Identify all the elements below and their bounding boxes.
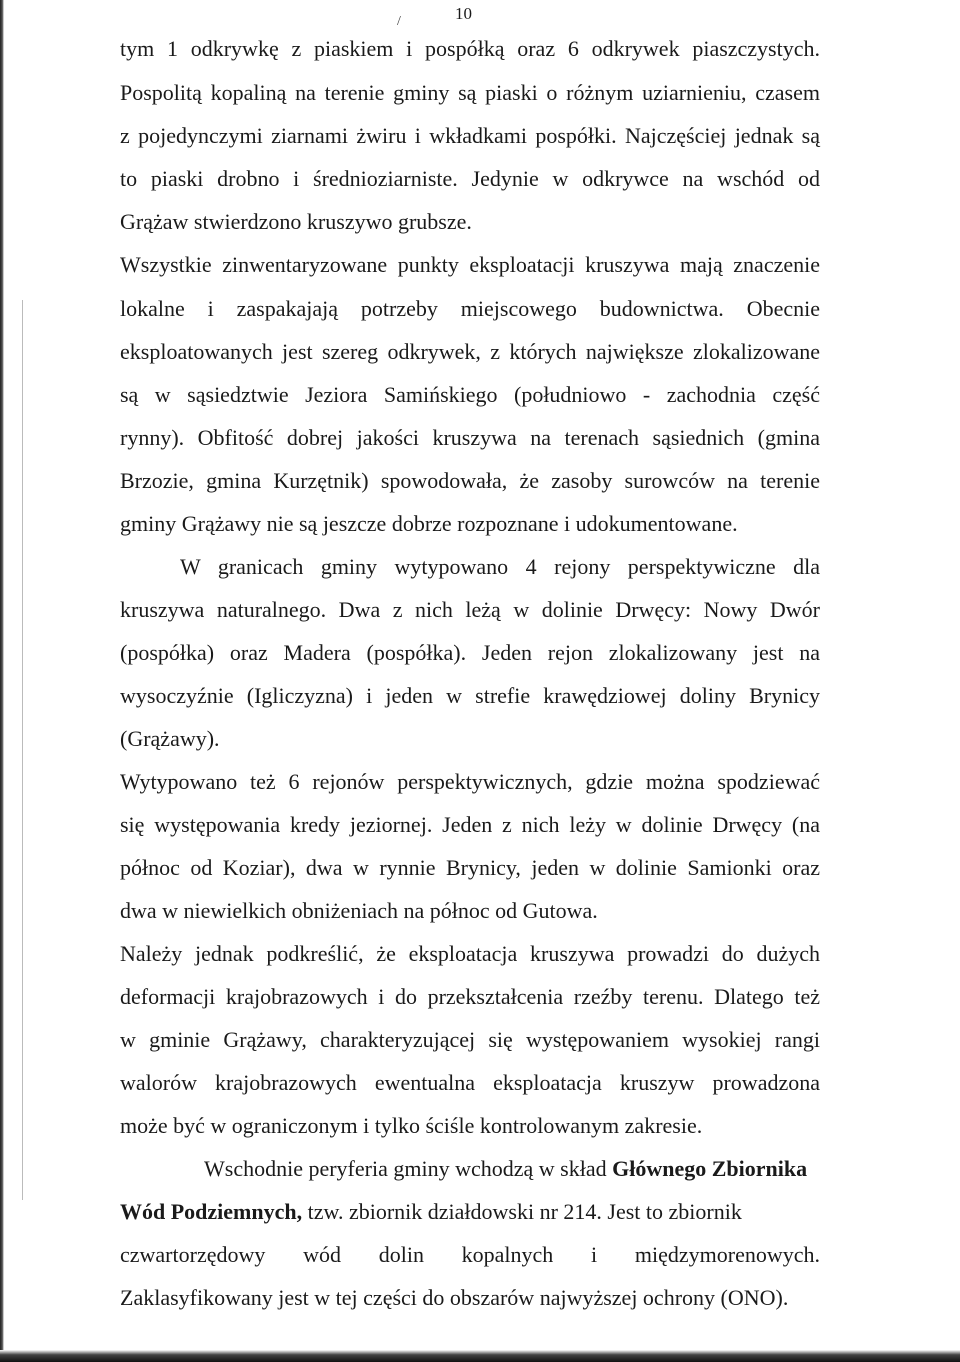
text-line: Wszystkie zinwentaryzowane punkty eksploatacji kruszywa mają znaczenie bbox=[120, 252, 820, 277]
text-line: z pojedynczymi ziarnami żwiru i wkładkami pospółki. Najczęściej jednak są bbox=[120, 123, 820, 148]
text-line: Wytypowano też 6 rejonów perspektywicznych, gdzie można spodziewać bbox=[120, 769, 820, 794]
text-line: północ od Koziar), dwa w rynnie Brynicy, jeden w dolinie Samionki oraz bbox=[120, 855, 820, 880]
text-line: Grążaw stwierdzono kruszywo grubsze. bbox=[120, 209, 472, 234]
text-line: tym 1 odkrywkę z piaskiem i pospółką oraz 6 odkrywek piaszczystych. bbox=[120, 36, 820, 61]
text-line: (Grążawy). bbox=[120, 726, 220, 751]
text-line: wysoczyźnie (Igliczyzna) i jeden w strefie krawędziowej doliny Brynicy bbox=[120, 683, 820, 708]
text-line: to piaski drobno i średnioziarniste. Jedynie w odkrywce na wschód od bbox=[120, 166, 820, 191]
text-line: dwa w niewielkich obniżeniach na północ od Gutowa. bbox=[120, 898, 598, 923]
text-span: tzw. zbiornik działdowski nr 214. Jest to zbiornik bbox=[302, 1199, 742, 1224]
text-line: w gminie Grążawy, charakteryzującej się występowaniem wysokiej rangi bbox=[120, 1027, 820, 1052]
text-line: może być w ograniczonym i tylko ściśle kontrolowanym zakresie. bbox=[120, 1113, 703, 1138]
text-line: się występowania kredy jeziornej. Jeden z nich leży w dolinie Drwęcy (na bbox=[120, 812, 820, 837]
text-line: W granicach gminy wytypowano 4 rejony perspektywiczne dla bbox=[180, 554, 820, 579]
text-line: eksploatowanych jest szereg odkrywek, z których największe zlokalizowane bbox=[120, 339, 820, 364]
text-line: (pospółka) oraz Madera (pospółka). Jeden rejon zlokalizowany jest na bbox=[120, 640, 820, 665]
page-number: 10 bbox=[455, 4, 472, 23]
text-line: Zaklasyfikowany jest w tej części do obszarów najwyższej ochrony (ONO). bbox=[120, 1285, 789, 1310]
bold-term: Głównego Zbiornika bbox=[612, 1156, 808, 1181]
scan-edge-bottom bbox=[0, 1350, 960, 1362]
text-line: lokalne i zaspakajają potrzeby miejscowego budownictwa. Obecnie bbox=[120, 296, 820, 321]
text-line: deformacji krajobrazowych i do przekształcenia rzeźby terenu. Dlatego też bbox=[120, 984, 820, 1009]
scan-edge-line bbox=[22, 300, 23, 1200]
scan-mark: / bbox=[397, 14, 401, 29]
text-line: Brzozie, gmina Kurzętnik) spowodowała, że zasoby surowców na terenie bbox=[120, 468, 820, 493]
text-line: gminy Grążawy nie są jeszcze dobrze rozpoznane i udokumentowane. bbox=[120, 511, 738, 536]
bold-term: Wód Podziemnych, bbox=[120, 1199, 303, 1224]
text-line: Pospolitą kopaliną na terenie gminy są piaski o różnym uziarnieniu, czasem bbox=[120, 80, 820, 105]
text-line: są w sąsiedztwie Jeziora Samińskiego (południowo - zachodnia część bbox=[120, 382, 820, 407]
text-line: Należy jednak podkreślić, że eksploatacja kruszywa prowadzi do dużych bbox=[120, 941, 820, 966]
text-line: walorów krajobrazowych ewentualna eksploatacja kruszyw prowadzona bbox=[120, 1070, 820, 1095]
text-line: rynny). Obfitość dobrej jakości kruszywa na terenach sąsiednich (gmina bbox=[120, 425, 820, 450]
scan-edge-left bbox=[0, 0, 4, 1362]
text-line: czwartorzędowy wód dolin kopalnych i międzymorenowych. bbox=[120, 1242, 820, 1267]
text-line: kruszywa naturalnego. Dwa z nich leżą w dolinie Drwęcy: Nowy Dwór bbox=[120, 597, 820, 622]
text-span: Wschodnie peryferia gminy wchodzą w skład bbox=[204, 1156, 607, 1181]
text-line bbox=[204, 1156, 807, 1182]
text-line bbox=[120, 1199, 742, 1225]
